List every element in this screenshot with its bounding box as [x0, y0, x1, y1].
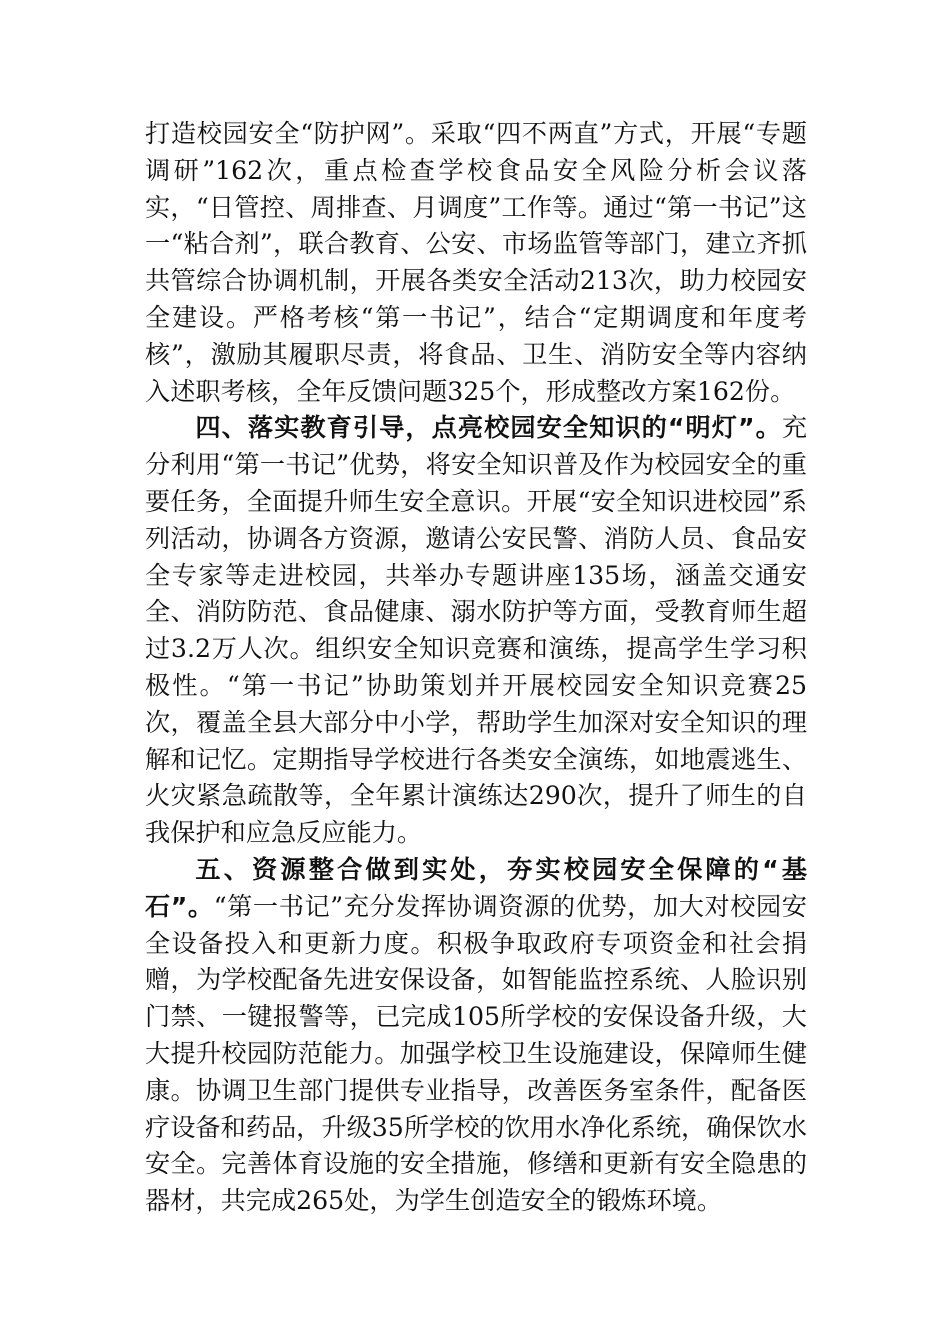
document-page [145, 116, 807, 1220]
paragraph-resource-integration [145, 852, 807, 1220]
section-body-five: “第一书记”充分发挥协调资源的优势，加大对校园安全设备投入和更新力度。积极争取政府专项资金和社会捐赠，为学校配备先进安保设备，如智能监控系统、人脸识别门禁、一键报警等，已完成105所学校的安保设备升级，大大提升校园防范能力。加强学校卫生设施建设，保障师生健康。协调卫生部门提供专业指导，改善医务室条件，配备医疗设备和药品，升级35所学校的饮用水净化系统，确保饮水安全。完善体育设施的安全措施，修缮和更新有安全隐患的器材，共完成265处，为学生创造安全的锻炼环境。 [145, 891, 807, 1216]
paragraph-education-guidance [145, 410, 807, 852]
section-heading-five: 五、资源整合做到实处，夯实校园安全保障的“基石”。 [145, 854, 807, 921]
section-heading-four: 四、落实教育引导，点亮校园安全知识的“明灯”。 [195, 413, 782, 443]
paragraph-campus-safety-net: 打造校园安全“防护网”。采取“四不两直”方式，开展“专题调研”162次，重点检查学校食品安全风险分析会议落实，“日管控、周排查、月调度”工作等。通过“第一书记”这一“粘合剂”，联合教育、公安、市场监管等部门，建立齐抓共管综合协调机制，开展各类安全活动213次，助力校园安全建设。严格考核“第一书记”，结合“定期调度和年度考核”，激励其履职尽责，将食品、卫生、消防安全等内容纳入述职考核，全年反馈问题325个，形成整改方案162份。 [145, 119, 807, 406]
section-body-four: 充分利用“第一书记”优势，将安全知识普及作为校园安全的重要任务，全面提升师生安全意识。开展“安全知识进校园”系列活动，协调各方资源，邀请公安民警、消防人员、食品安全专家等走进校园，共举办专题讲座135场，涵盖交通安全、消防防范、食品健康、溺水防护等方面，受教育师生超过3.2万人次。组织安全知识竞赛和演练，提高学生学习积极性。“第一书记”协助策划并开展校园安全知识竞赛25次，覆盖全县大部分中小学，帮助学生加深对安全知识的理解和记忆。定期指导学校进行各类安全演练，如地震逃生、火灾紧急疏散等，全年累计演练达290次，提升了师生的自我保护和应急反应能力。 [145, 413, 807, 848]
